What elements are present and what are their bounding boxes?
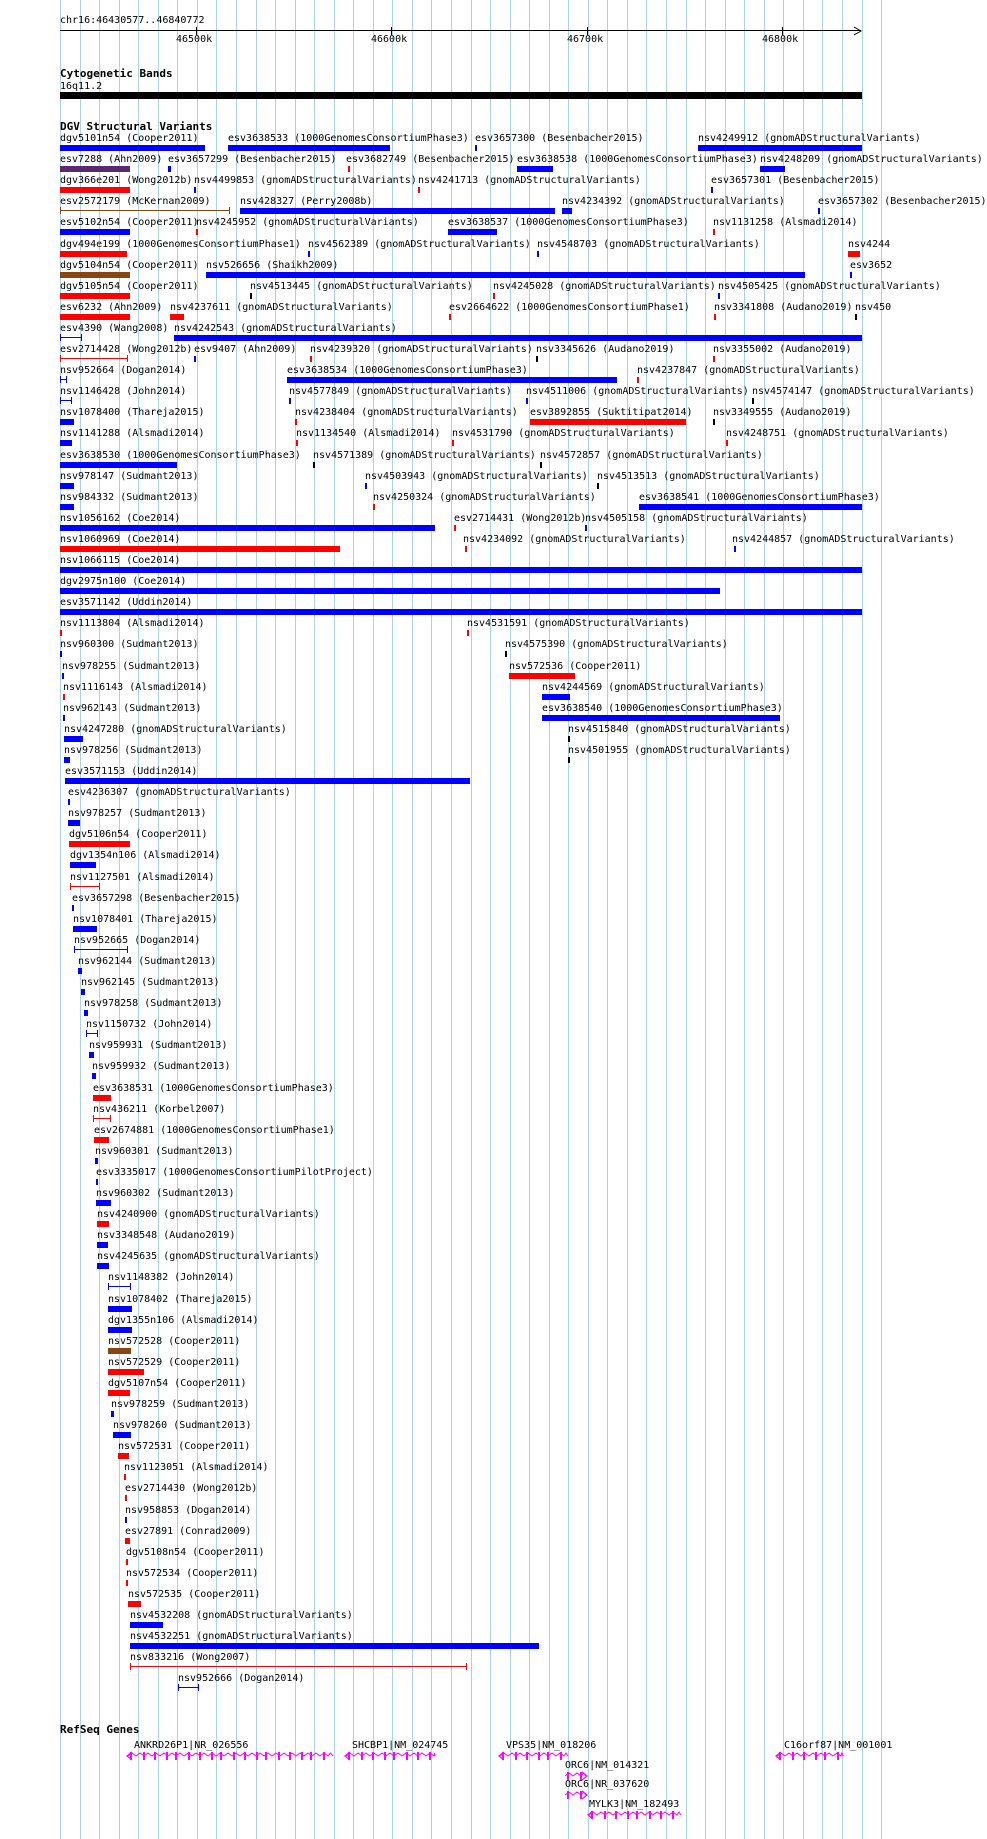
variant-bar[interactable]: [60, 272, 130, 278]
variant-bar[interactable]: [113, 1432, 131, 1438]
variant-bar[interactable]: [530, 419, 686, 425]
variant-label[interactable]: nsv978147 (Sudmant2013): [60, 471, 199, 482]
variant-label[interactable]: nsv1123051 (Alsmadi2014): [124, 1462, 269, 1473]
variant-bar[interactable]: [537, 251, 539, 257]
variant-bar[interactable]: [108, 1286, 131, 1287]
variant-bar[interactable]: [69, 841, 130, 847]
variant-bar[interactable]: [178, 1687, 199, 1688]
variant-label[interactable]: nsv450: [855, 302, 892, 313]
variant-bar[interactable]: [194, 187, 196, 193]
variant-bar[interactable]: [295, 419, 297, 425]
variant-bar[interactable]: [287, 377, 617, 383]
variant-label[interactable]: nsv3349555 (Audano2019): [713, 407, 852, 418]
variant-bar[interactable]: [73, 926, 97, 932]
variant-bar[interactable]: [62, 673, 64, 679]
variant-bar[interactable]: [60, 419, 74, 425]
variant-label[interactable]: nsv960300 (Sudmant2013): [60, 639, 199, 650]
variant-bar[interactable]: [60, 379, 67, 380]
variant-label[interactable]: nsv4548703 (gnomADStructuralVariants): [537, 239, 760, 250]
variant-bar[interactable]: [68, 799, 70, 805]
variant-label[interactable]: nsv4244857 (gnomADStructuralVariants): [732, 534, 955, 545]
variant-label[interactable]: dgv5101n54 (Cooper2011): [60, 133, 199, 144]
variant-bar[interactable]: [170, 314, 184, 320]
variant-label[interactable]: nsv1127501 (Alsmadi2014): [70, 872, 215, 883]
variant-bar[interactable]: [536, 356, 538, 362]
variant-label[interactable]: dgv5104n54 (Cooper2011): [60, 260, 199, 271]
gene-model-icon[interactable]: [587, 1810, 683, 1820]
variant-label[interactable]: nsv984332 (Sudmant2013): [60, 492, 199, 503]
variant-label[interactable]: nsv1116143 (Alsmadi2014): [63, 682, 208, 693]
variant-label[interactable]: esv3638541 (1000GenomesConsortiumPhase3): [639, 492, 880, 503]
variant-bar[interactable]: [310, 356, 312, 362]
variant-bar[interactable]: [760, 166, 785, 172]
variant-label[interactable]: esv2714428 (Wong2012b): [60, 344, 193, 355]
variant-bar[interactable]: [60, 504, 74, 510]
variant-label[interactable]: nsv1131258 (Alsmadi2014): [713, 217, 858, 228]
variant-label[interactable]: esv3652: [850, 260, 893, 271]
variant-label[interactable]: esv5102n54 (Cooper2011): [60, 217, 199, 228]
variant-bar[interactable]: [125, 1538, 130, 1544]
variant-bar[interactable]: [60, 229, 130, 235]
variant-bar[interactable]: [60, 651, 62, 657]
variant-bar[interactable]: [81, 989, 85, 995]
variant-label[interactable]: dgv5108n54 (Cooper2011): [126, 1547, 265, 1558]
variant-bar[interactable]: [60, 314, 130, 320]
variant-bar[interactable]: [60, 187, 130, 193]
variant-label[interactable]: esv3657301 (Besenbacher2015): [711, 175, 880, 186]
variant-label[interactable]: nsv4572857 (gnomADStructuralVariants): [540, 450, 763, 461]
variant-label[interactable]: nsv4239320 (gnomADStructuralVariants): [310, 344, 533, 355]
variant-label[interactable]: nsv1150732 (John2014): [86, 1019, 213, 1030]
variant-bar[interactable]: [128, 1601, 141, 1607]
variant-label[interactable]: nsv959931 (Sudmant2013): [89, 1040, 228, 1051]
variant-label[interactable]: nsv4532208 (gnomADStructuralVariants): [130, 1610, 353, 1621]
variant-bar[interactable]: [313, 462, 315, 468]
variant-label[interactable]: nsv4562389 (gnomADStructuralVariants): [308, 239, 531, 250]
variant-label[interactable]: esv7288 (Ahn2009): [60, 154, 163, 165]
gene-model-icon[interactable]: [344, 1751, 437, 1761]
variant-label[interactable]: nsv1060969 (Coe2014): [60, 534, 181, 545]
variant-label[interactable]: esv27891 (Conrad2009): [125, 1526, 252, 1537]
variant-label[interactable]: esv3571153 (Uddin2014): [65, 766, 198, 777]
variant-label[interactable]: esv3638533 (1000GenomesConsortiumPhase3): [228, 133, 469, 144]
variant-bar[interactable]: [206, 272, 805, 278]
variant-label[interactable]: nsv958853 (Dogan2014): [125, 1505, 252, 1516]
variant-label[interactable]: dgv366e201 (Wong2012b): [60, 175, 193, 186]
variant-label[interactable]: nsv978257 (Sudmant2013): [68, 808, 207, 819]
variant-label[interactable]: nsv3348548 (Audano2019): [97, 1230, 236, 1241]
variant-label[interactable]: nsv4513445 (gnomADStructuralVariants): [250, 281, 473, 292]
variant-bar[interactable]: [60, 145, 205, 151]
variant-label[interactable]: esv3638534 (1000GenomesConsortiumPhase3): [287, 365, 528, 376]
variant-bar[interactable]: [60, 546, 340, 552]
variant-label[interactable]: nsv4513513 (gnomADStructuralVariants): [597, 471, 820, 482]
variant-label[interactable]: nsv4574147 (gnomADStructuralVariants): [752, 386, 975, 397]
variant-bar[interactable]: [92, 1073, 96, 1079]
variant-label[interactable]: nsv960301 (Sudmant2013): [95, 1146, 234, 1157]
variant-bar[interactable]: [848, 251, 860, 257]
variant-label[interactable]: esv3571142 (Uddin2014): [60, 597, 193, 608]
variant-label[interactable]: nsv962145 (Sudmant2013): [81, 977, 220, 988]
variant-bar[interactable]: [60, 588, 720, 594]
grid-line: [822, 0, 823, 1839]
variant-label[interactable]: esv4390 (Wang2008): [60, 323, 169, 334]
variant-bar[interactable]: [108, 1306, 132, 1312]
variant-bar[interactable]: [96, 1200, 111, 1206]
variant-bar[interactable]: [562, 208, 572, 214]
variant-bar[interactable]: [60, 293, 130, 299]
variant-bar[interactable]: [850, 272, 852, 278]
variant-label[interactable]: nsv978260 (Sudmant2013): [113, 1420, 252, 1431]
variant-label[interactable]: nsv1056162 (Coe2014): [60, 513, 181, 524]
variant-label[interactable]: nsv572529 (Cooper2011): [108, 1357, 241, 1368]
axis-tick-label: 46500k: [176, 34, 213, 45]
variant-label[interactable]: nsv4511006 (gnomADStructuralVariants): [526, 386, 749, 397]
variant-bar[interactable]: [713, 356, 715, 362]
gene-label[interactable]: MYLK3|NM_182493: [589, 1799, 680, 1810]
variant-label[interactable]: nsv4240900 (gnomADStructuralVariants): [97, 1209, 320, 1220]
variant-label[interactable]: nsv4245952 (gnomADStructuralVariants): [196, 217, 419, 228]
variant-label[interactable]: nsv4237611 (gnomADStructuralVariants): [170, 302, 393, 313]
variant-label[interactable]: nsv4241713 (gnomADStructuralVariants): [418, 175, 641, 186]
variant-bar[interactable]: [475, 145, 477, 151]
variant-bar[interactable]: [637, 377, 639, 383]
cytoband-bar[interactable]: [60, 92, 862, 99]
variant-label[interactable]: nsv1134540 (Alsmadi2014): [296, 428, 441, 439]
variant-label[interactable]: nsv4250324 (gnomADStructuralVariants): [373, 492, 596, 503]
variant-bar[interactable]: [448, 229, 497, 235]
variant-bar[interactable]: [60, 400, 72, 401]
variant-bar[interactable]: [373, 504, 375, 510]
variant-bar[interactable]: [542, 715, 780, 721]
variant-label[interactable]: nsv1146428 (John2014): [60, 386, 187, 397]
variant-label[interactable]: nsv4238404 (gnomADStructuralVariants): [295, 407, 518, 418]
variant-bar[interactable]: [726, 440, 728, 446]
variant-label[interactable]: dgv5105n54 (Cooper2011): [60, 281, 199, 292]
variant-bar[interactable]: [108, 1390, 130, 1396]
variant-bar[interactable]: [454, 525, 456, 531]
variant-bar[interactable]: [855, 314, 857, 320]
variant-bar[interactable]: [96, 1179, 98, 1185]
variant-bar[interactable]: [240, 208, 555, 214]
variant-label[interactable]: nsv1066115 (Coe2014): [60, 555, 181, 566]
variant-label[interactable]: nsv959932 (Sudmant2013): [92, 1061, 231, 1072]
variant-label[interactable]: nsv428327 (Perry2008b): [240, 196, 373, 207]
variant-bar[interactable]: [89, 1052, 94, 1058]
variant-label[interactable]: dgv494e199 (1000GenomesConsortiumPhase1): [60, 239, 301, 250]
variant-label[interactable]: esv3638531 (1000GenomesConsortiumPhase3): [93, 1083, 334, 1094]
variant-label[interactable]: esv2674881 (1000GenomesConsortiumPhase1): [94, 1125, 335, 1136]
variant-label[interactable]: nsv572528 (Cooper2011): [108, 1336, 241, 1347]
variant-bar[interactable]: [125, 1517, 127, 1523]
variant-label[interactable]: dgv2975n100 (Coe2014): [60, 576, 187, 587]
variant-bar[interactable]: [84, 1010, 88, 1016]
variant-label[interactable]: nsv572534 (Cooper2011): [126, 1568, 259, 1579]
variant-bar[interactable]: [70, 862, 96, 868]
variant-bar[interactable]: [493, 293, 495, 299]
variant-label[interactable]: nsv952664 (Dogan2014): [60, 365, 187, 376]
variant-label[interactable]: nsv833216 (Wong2007): [130, 1652, 251, 1663]
cytoband-track-title: Cytogenetic Bands: [60, 67, 173, 80]
variant-label[interactable]: nsv4505158 (gnomADStructuralVariants): [585, 513, 808, 524]
variant-bar[interactable]: [465, 546, 467, 552]
variant-label[interactable]: nsv4237847 (gnomADStructuralVariants): [637, 365, 860, 376]
variant-bar[interactable]: [97, 1242, 108, 1248]
variant-bar[interactable]: [568, 757, 570, 763]
variant-bar[interactable]: [130, 1643, 539, 1649]
variant-bar[interactable]: [718, 293, 720, 299]
variant-label[interactable]: nsv960302 (Sudmant2013): [96, 1188, 235, 1199]
variant-bar[interactable]: [125, 1495, 127, 1501]
variant-bar[interactable]: [174, 335, 862, 341]
gene-model-icon[interactable]: [498, 1751, 570, 1761]
variant-bar[interactable]: [108, 1327, 132, 1333]
variant-bar[interactable]: [64, 757, 70, 763]
variant-bar[interactable]: [63, 715, 65, 721]
variant-label[interactable]: nsv4244569 (gnomADStructuralVariants): [542, 682, 765, 693]
variant-bar[interactable]: [713, 229, 715, 235]
variant-bar[interactable]: [60, 251, 127, 257]
variant-label[interactable]: nsv4532251 (gnomADStructuralVariants): [130, 1631, 353, 1642]
variant-bar[interactable]: [126, 1559, 128, 1565]
variant-bar[interactable]: [78, 968, 82, 974]
variant-bar[interactable]: [60, 210, 230, 211]
grid-line: [842, 0, 843, 1839]
gene-model-icon[interactable]: [126, 1751, 335, 1761]
variant-bar[interactable]: [118, 1453, 129, 1459]
variant-label[interactable]: esv3657300 (Besenbacher2015): [475, 133, 644, 144]
variant-bar[interactable]: [713, 419, 715, 425]
variant-bar[interactable]: [597, 483, 599, 489]
variant-label[interactable]: nsv4248751 (gnomADStructuralVariants): [726, 428, 949, 439]
variant-label[interactable]: nsv1148382 (John2014): [108, 1272, 235, 1283]
variant-bar[interactable]: [74, 949, 128, 950]
variant-label[interactable]: esv9407 (Ahn2009): [194, 344, 297, 355]
variant-label[interactable]: nsv952666 (Dogan2014): [178, 1673, 305, 1684]
variant-label[interactable]: nsv3341808 (Audano2019): [714, 302, 853, 313]
variant-label[interactable]: nsv3345626 (Audano2019): [536, 344, 675, 355]
variant-bar[interactable]: [86, 1033, 98, 1034]
variant-label[interactable]: nsv1078400 (Thareja2015): [60, 407, 205, 418]
variant-label[interactable]: nsv526656 (Shaikh2009): [206, 260, 339, 271]
variant-label[interactable]: nsv572536 (Cooper2011): [509, 661, 642, 672]
variant-bar[interactable]: [97, 1263, 109, 1269]
variant-bar[interactable]: [467, 630, 469, 636]
variant-label[interactable]: nsv4503943 (gnomADStructuralVariants): [365, 471, 588, 482]
variant-bar[interactable]: [296, 440, 298, 446]
variant-label[interactable]: esv3892855 (Suktitipat2014): [530, 407, 693, 418]
variant-label[interactable]: nsv1078402 (Thareja2015): [108, 1294, 253, 1305]
gene-label[interactable]: VPS35|NM_018206: [506, 1740, 597, 1751]
variant-label[interactable]: nsv3355002 (Audano2019): [713, 344, 852, 355]
axis-tick-label: 46700k: [567, 34, 604, 45]
variant-bar[interactable]: [60, 462, 177, 468]
variant-label[interactable]: nsv952665 (Dogan2014): [74, 935, 201, 946]
variant-bar[interactable]: [72, 905, 74, 911]
variant-label[interactable]: esv2714431 (Wong2012b): [454, 513, 587, 524]
variant-bar[interactable]: [698, 145, 862, 151]
variant-label[interactable]: esv2714430 (Wong2012b): [125, 1483, 258, 1494]
variant-bar[interactable]: [65, 778, 470, 784]
variant-bar[interactable]: [365, 483, 367, 489]
axis-line: [60, 30, 861, 31]
variant-label[interactable]: nsv4575390 (gnomADStructuralVariants): [505, 639, 728, 650]
variant-bar[interactable]: [714, 314, 716, 320]
variant-label[interactable]: nsv4247280 (gnomADStructuralVariants): [64, 724, 287, 735]
variant-label[interactable]: dgv1355n106 (Alsmadi2014): [108, 1315, 259, 1326]
variant-label[interactable]: esv2664622 (1000GenomesConsortiumPhase1): [449, 302, 690, 313]
variant-label[interactable]: esv4236307 (gnomADStructuralVariants): [68, 787, 291, 798]
variant-bar[interactable]: [818, 208, 820, 214]
variant-label[interactable]: nsv4505425 (gnomADStructuralVariants): [718, 281, 941, 292]
variant-label[interactable]: esv3638530 (1000GenomesConsortiumPhase3): [60, 450, 301, 461]
variant-bar[interactable]: [60, 609, 862, 615]
gene-label[interactable]: SHCBP1|NM_024745: [352, 1740, 449, 1751]
variant-bar[interactable]: [63, 694, 65, 700]
variant-bar[interactable]: [70, 886, 100, 887]
variant-bar[interactable]: [60, 337, 82, 338]
variant-label[interactable]: esv3335017 (1000GenomesConsortiumPilotProject): [96, 1167, 373, 1178]
variant-label[interactable]: nsv4571389 (gnomADStructuralVariants): [313, 450, 536, 461]
gene-label[interactable]: C16orf87|NM_001001: [784, 1740, 893, 1751]
variant-bar[interactable]: [108, 1369, 144, 1375]
variant-label[interactable]: esv3638537 (1000GenomesConsortiumPhase3): [448, 217, 689, 228]
variant-bar[interactable]: [68, 820, 80, 826]
variant-bar[interactable]: [60, 525, 435, 531]
variant-label[interactable]: nsv4531591 (gnomADStructuralVariants): [467, 618, 690, 629]
variant-label[interactable]: nsv4248209 (gnomADStructuralVariants): [760, 154, 983, 165]
variant-label[interactable]: esv3638538 (1000GenomesConsortiumPhase3): [517, 154, 758, 165]
variant-bar[interactable]: [95, 1158, 98, 1164]
variant-label[interactable]: nsv4234392 (gnomADStructuralVariants): [562, 196, 785, 207]
variant-bar[interactable]: [124, 1474, 126, 1480]
cytoband-label: 16q11.2: [60, 81, 103, 92]
variant-bar[interactable]: [111, 1411, 114, 1417]
variant-label[interactable]: nsv4245028 (gnomADStructuralVariants): [493, 281, 716, 292]
grid-line: [862, 0, 863, 1839]
variant-label[interactable]: nsv962144 (Sudmant2013): [78, 956, 217, 967]
variant-bar[interactable]: [585, 525, 587, 531]
variant-label[interactable]: nsv572531 (Cooper2011): [118, 1441, 251, 1452]
variant-label[interactable]: nsv1113804 (Alsmadi2014): [60, 618, 205, 629]
variant-bar[interactable]: [130, 1622, 163, 1628]
variant-label[interactable]: esv3638540 (1000GenomesConsortiumPhase3): [542, 703, 783, 714]
variant-bar[interactable]: [505, 651, 507, 657]
variant-label[interactable]: nsv4245635 (gnomADStructuralVariants): [97, 1251, 320, 1262]
variant-bar[interactable]: [639, 504, 862, 510]
variant-bar[interactable]: [60, 483, 74, 489]
variant-label[interactable]: esv2572179 (McKernan2009): [60, 196, 211, 207]
variant-bar[interactable]: [526, 398, 528, 404]
variant-bar[interactable]: [126, 1580, 128, 1586]
refseq-track-title: RefSeq Genes: [60, 1723, 140, 1736]
variant-bar[interactable]: [250, 293, 252, 299]
dgv-track-title: DGV Structural Variants: [60, 120, 213, 133]
variant-bar[interactable]: [60, 630, 62, 636]
variant-bar[interactable]: [94, 1137, 109, 1143]
gene-model-icon[interactable]: [563, 1790, 588, 1800]
variant-bar[interactable]: [449, 314, 451, 320]
variant-label[interactable]: nsv4244: [848, 239, 891, 250]
axis-tick-label: 46600k: [371, 34, 408, 45]
variant-bar[interactable]: [509, 673, 575, 679]
variant-label[interactable]: nsv4234092 (gnomADStructuralVariants): [463, 534, 686, 545]
variant-bar[interactable]: [452, 440, 454, 446]
variant-label[interactable]: nsv4249912 (gnomADStructuralVariants): [698, 133, 921, 144]
variant-bar[interactable]: [540, 462, 542, 468]
variant-label[interactable]: dgv1354n106 (Alsmadi2014): [70, 850, 221, 861]
variant-bar[interactable]: [93, 1118, 111, 1119]
variant-bar[interactable]: [194, 356, 196, 362]
variant-bar[interactable]: [711, 187, 713, 193]
variant-bar[interactable]: [64, 736, 83, 742]
variant-bar[interactable]: [60, 567, 862, 573]
variant-label[interactable]: nsv978258 (Sudmant2013): [84, 998, 223, 1009]
axis-arrow-icon: [854, 27, 864, 35]
variant-bar[interactable]: [60, 440, 72, 446]
variant-label[interactable]: nsv978259 (Sudmant2013): [111, 1399, 250, 1410]
axis-tick-label: 46800k: [762, 34, 799, 45]
variant-label[interactable]: nsv4577849 (gnomADStructuralVariants): [289, 386, 512, 397]
variant-label[interactable]: dgv5107n54 (Cooper2011): [108, 1378, 247, 1389]
variant-bar[interactable]: [517, 166, 553, 172]
variant-bar[interactable]: [348, 166, 350, 172]
variant-label[interactable]: nsv978256 (Sudmant2013): [64, 745, 203, 756]
gene-label[interactable]: ANKRD26P1|NR_026556: [134, 1740, 249, 1751]
variant-label[interactable]: nsv962143 (Sudmant2013): [63, 703, 202, 714]
variant-bar[interactable]: [60, 358, 128, 359]
variant-bar[interactable]: [542, 694, 570, 700]
variant-label[interactable]: nsv1141288 (Alsmadi2014): [60, 428, 205, 439]
variant-label[interactable]: nsv4531790 (gnomADStructuralVariants): [452, 428, 675, 439]
variant-bar[interactable]: [752, 398, 754, 404]
variant-label[interactable]: dgv5106n54 (Cooper2011): [69, 829, 208, 840]
variant-label[interactable]: esv3682749 (Besenbacher2015): [346, 154, 515, 165]
variant-label[interactable]: nsv4501955 (gnomADStructuralVariants): [568, 745, 791, 756]
variant-bar[interactable]: [93, 1095, 111, 1101]
gene-label[interactable]: ORC6|NM_014321: [565, 1760, 650, 1771]
grid-line: [881, 0, 882, 1839]
variant-bar[interactable]: [130, 1666, 467, 1667]
variant-bar[interactable]: [97, 1221, 109, 1227]
gene-model-icon[interactable]: [775, 1751, 845, 1761]
variant-label[interactable]: esv3657299 (Besenbacher2015): [168, 154, 337, 165]
variant-label[interactable]: nsv4499853 (gnomADStructuralVariants): [194, 175, 417, 186]
variant-bar[interactable]: [196, 229, 198, 235]
region-label: chr16:46430577..46840772: [60, 15, 205, 26]
variant-bar[interactable]: [108, 1348, 131, 1354]
variant-bar[interactable]: [418, 187, 420, 193]
variant-label[interactable]: nsv1078401 (Thareja2015): [73, 914, 218, 925]
variant-bar[interactable]: [289, 398, 291, 404]
variant-label[interactable]: nsv4242543 (gnomADStructuralVariants): [174, 323, 397, 334]
variant-label[interactable]: nsv4515840 (gnomADStructuralVariants): [568, 724, 791, 735]
variant-bar[interactable]: [228, 145, 390, 151]
variant-bar[interactable]: [568, 736, 570, 742]
variant-bar[interactable]: [168, 166, 171, 172]
variant-label[interactable]: nsv572535 (Cooper2011): [128, 1589, 261, 1600]
variant-label[interactable]: nsv436211 (Korbel2007): [93, 1104, 226, 1115]
variant-label[interactable]: esv6232 (Ahn2009): [60, 302, 163, 313]
variant-label[interactable]: esv3657302 (Besenbacher2015): [818, 196, 987, 207]
variant-label[interactable]: nsv978255 (Sudmant2013): [62, 661, 201, 672]
variant-bar[interactable]: [308, 251, 310, 257]
variant-label[interactable]: esv3657298 (Besenbacher2015): [72, 893, 241, 904]
variant-bar[interactable]: [734, 546, 736, 552]
gene-label[interactable]: ORC6|NR_037620: [565, 1779, 650, 1790]
variant-bar[interactable]: [60, 166, 130, 172]
